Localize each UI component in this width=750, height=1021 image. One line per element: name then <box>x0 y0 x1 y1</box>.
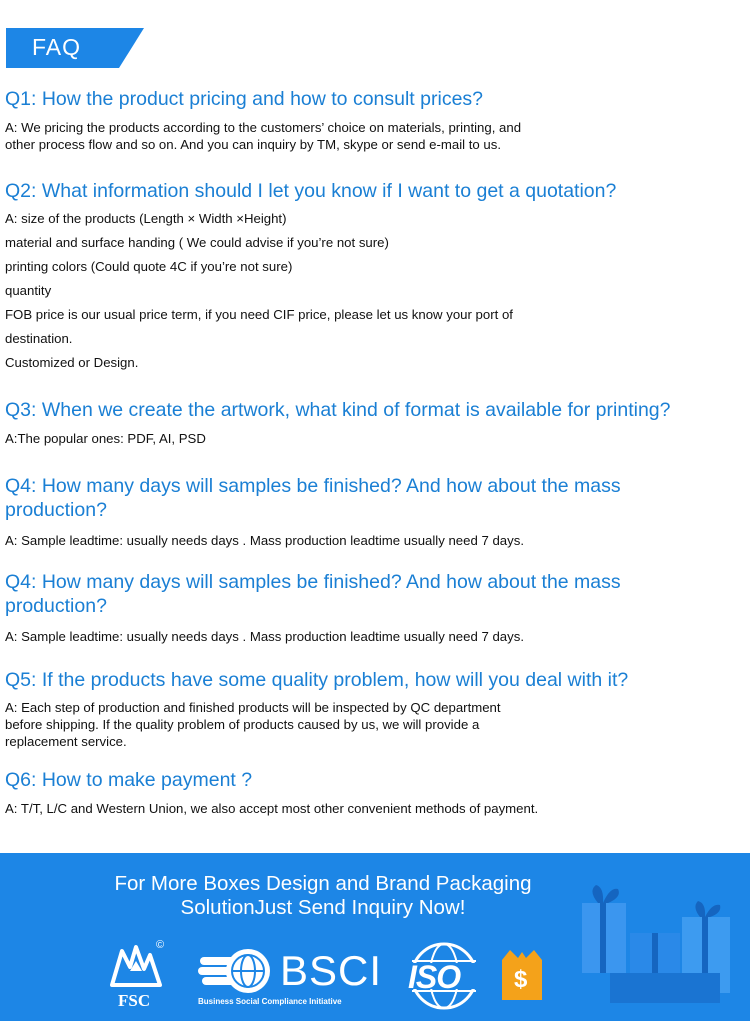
faq-question-2: Q2: What information should I let you know if I want to get a quotation? <box>5 180 617 202</box>
footer-subline: SolutionJust Send Inquiry Now! <box>180 896 466 919</box>
faq-answer-5: A: Each step of production and finished products will be inspected by QC department before shipping. If the quality problem of products caused by us, we will provide a replacement service. <box>5 700 501 749</box>
bsci-label: BSCI <box>280 947 383 994</box>
faq-question-3: Q3: When we create the artwork, what kind of format is available for printing? <box>5 399 671 421</box>
faq-question-4: Q4: How many days will samples be finished? And how about the mass production? <box>5 475 621 521</box>
faq-question-5: Q5: If the products have some quality problem, how will you deal with it? <box>5 669 629 691</box>
price-tag-logo <box>498 948 546 1004</box>
bsci-logo <box>198 943 384 1013</box>
faq-title: FAQ <box>32 34 82 60</box>
faq-question-6: Q6: How to make payment ? <box>5 769 253 791</box>
faq-answer-1: A: We pricing the products according to the customers’ choice on materials, printing, and other process flow and so on. And you can inquiry by TM, skype or send e-mail to us. <box>5 120 522 152</box>
footer-headline: For More Boxes Design and Brand Packaging <box>114 872 532 895</box>
fsc-logo <box>100 941 172 1011</box>
faq-answer-2: A: size of the products (Length × Width ×Height) material and surface handing ( We could advise if you’re not sure) printing colors (Could quote 4C if you’re not sure) quantity FOB price is our usual price term, if you need CIF price, please let us know your port of destination. Customized or Design. <box>5 211 513 370</box>
faq-question-4-repeat: Q4: How many days will samples be finished? And how about the mass production? <box>5 571 621 617</box>
fsc-label: FSC <box>118 991 151 1010</box>
faq-answer-4: A: Sample leadtime: usually needs days . Mass production leadtime usually need 7 days. <box>5 533 524 548</box>
footer-banner <box>0 853 750 1021</box>
fsc-mark: © <box>156 939 165 951</box>
bsci-hand-globe-icon <box>198 943 274 997</box>
iso-logo <box>404 941 484 1011</box>
faq-answer-6: A: T/T, L/C and Western Union, we also accept most other convenient methods of payment. <box>5 801 539 816</box>
bsci-subtitle: Business Social Compliance Initiative <box>198 997 342 1006</box>
iso-label: ISO <box>408 959 461 995</box>
gift-boxes-illustration <box>570 873 750 1021</box>
faq-answer-3: A:The popular ones: PDF, AI, PSD <box>5 431 206 446</box>
dollar-sign: $ <box>514 966 528 993</box>
faq-question-1: Q1: How the product pricing and how to consult prices? <box>5 88 484 110</box>
faq-answer-4-repeat: A: Sample leadtime: usually needs days . Mass production leadtime usually need 7 days. <box>5 629 524 644</box>
